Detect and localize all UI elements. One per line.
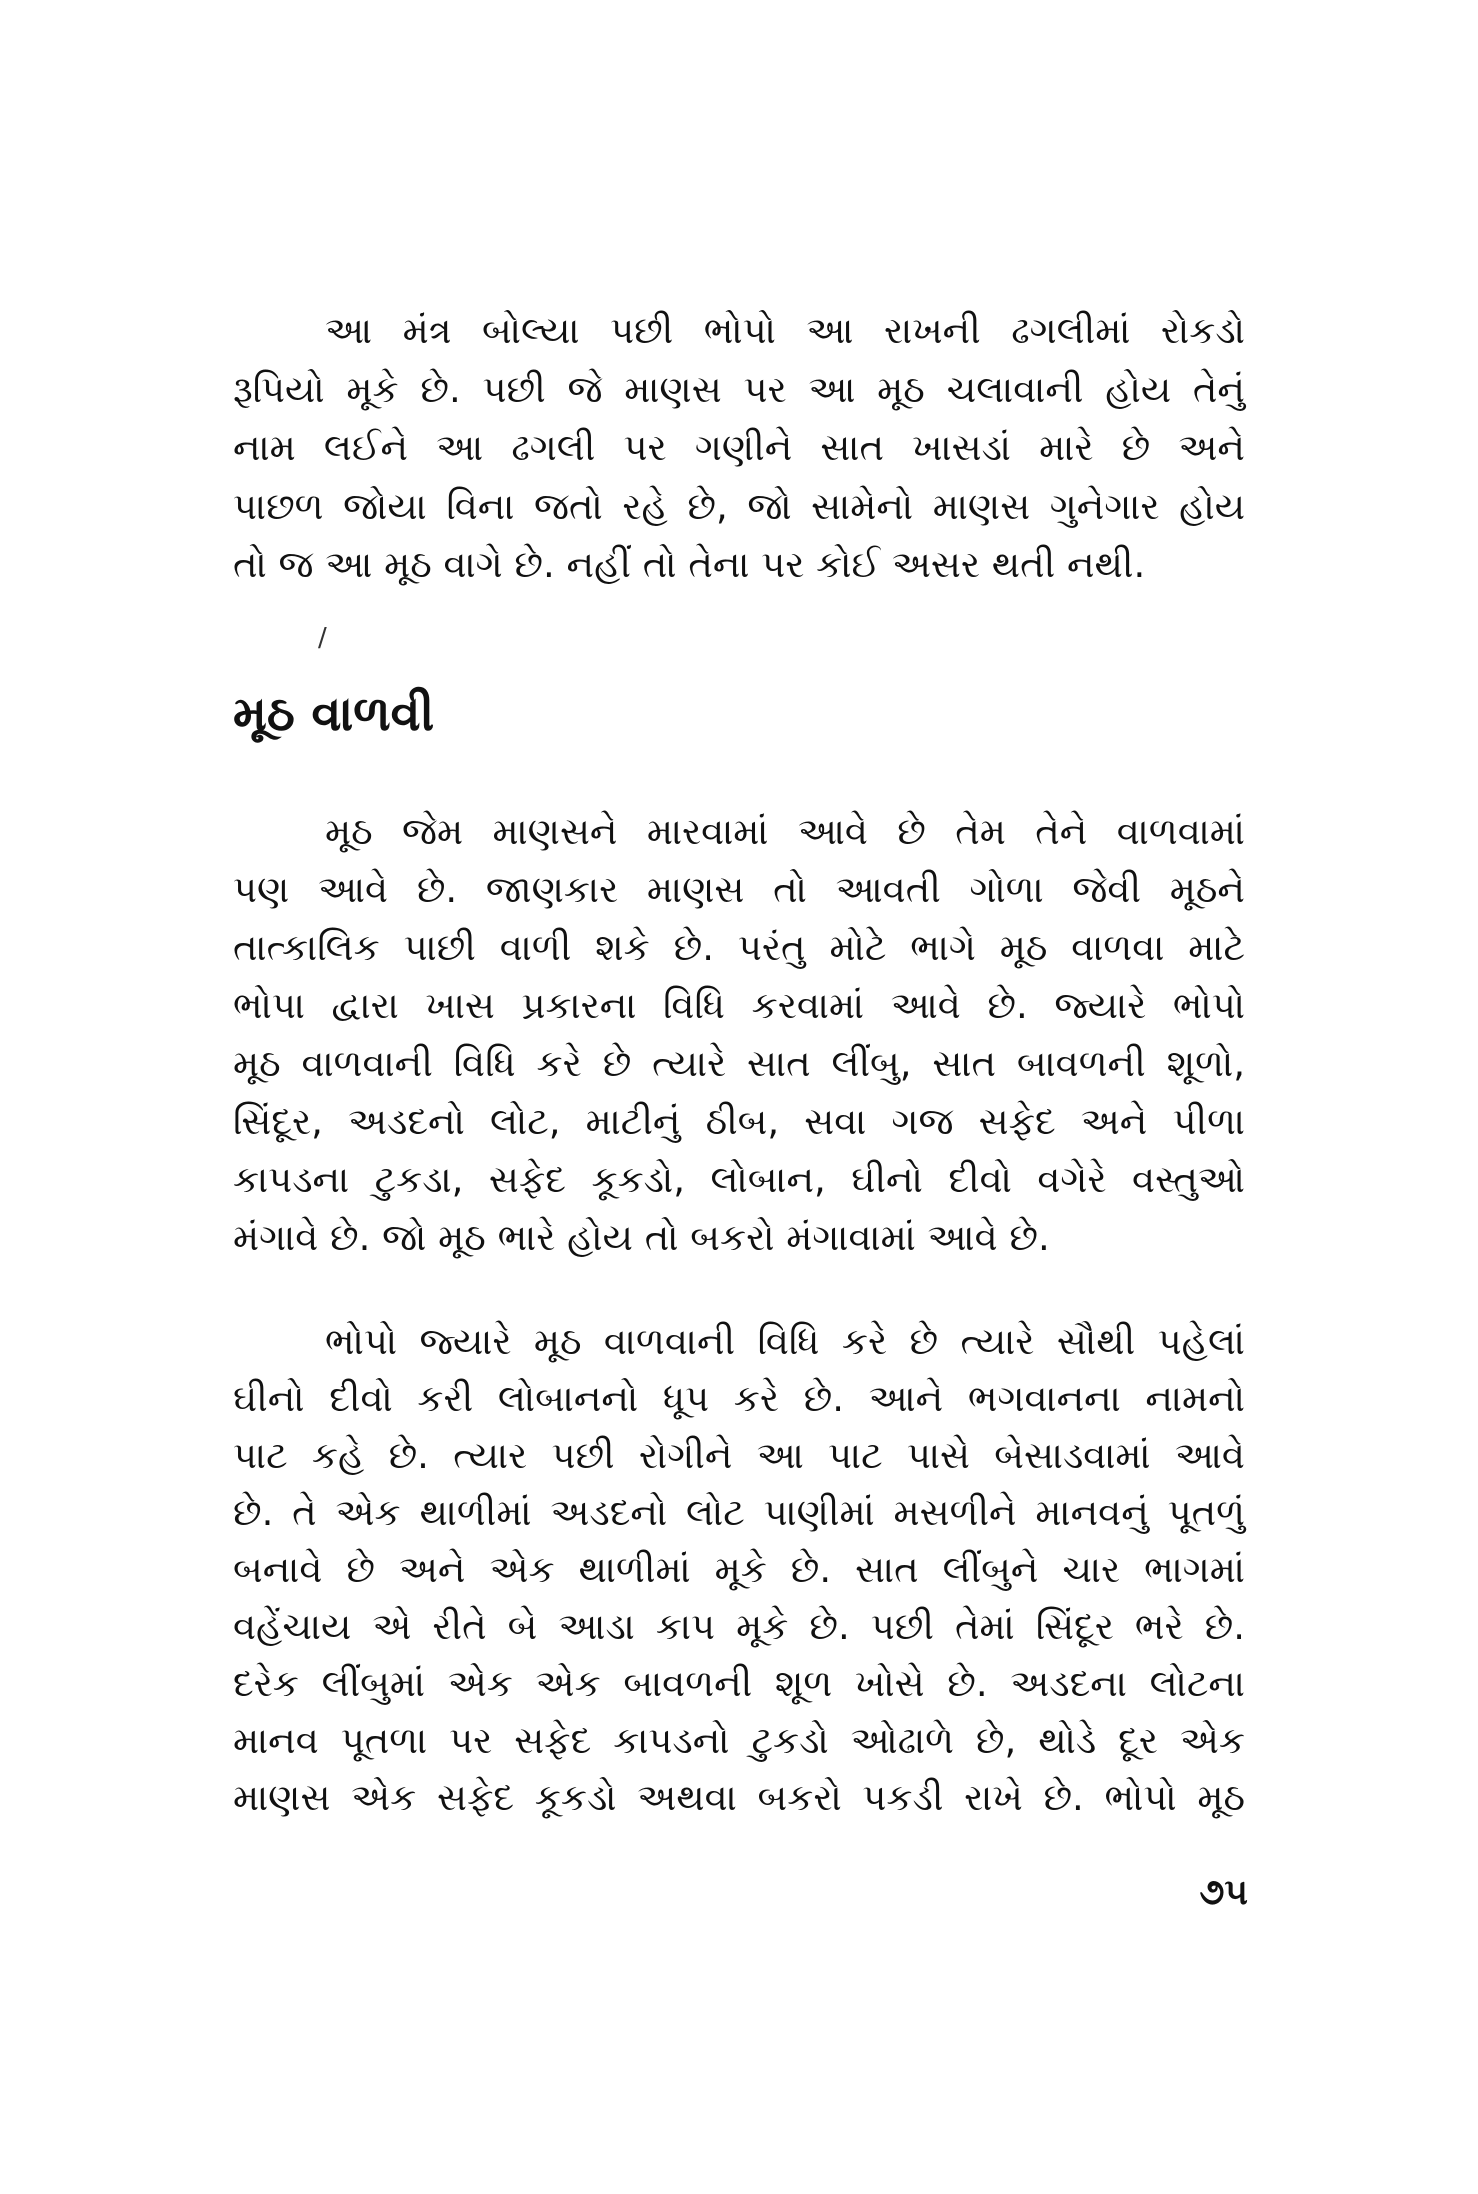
paragraph-line: કાપડના ટુકડા, સફેદ કૂકડો, લોબાન, ઘીનો દીવો વગેરે વસ્તુઓ — [233, 1158, 1245, 1201]
paragraph-line: રૂપિયો મૂકે છે. પછી જે માણસ પર આ મૂઠ ચલાવાની હોય તેનું — [233, 368, 1245, 411]
paragraph-line: પાછળ જોયા વિના જતો રહે છે, જો સામેનો માણસ ગુનેગાર હોય — [233, 485, 1245, 528]
paragraph-line: છે. તે એક થાળીમાં અડદનો લોટ પાણીમાં મસળીને માનવનું પૂતળું — [233, 1491, 1245, 1534]
paragraph-line: પણ આવે છે. જાણકાર માણસ તો આવતી ગોળા જેવી મૂઠને — [233, 868, 1245, 911]
paragraph-line: સિંદૂર, અડદનો લોટ, માટીનું ઠીબ, સવા ગજ સફેદ અને પીળા — [233, 1100, 1245, 1143]
paragraph-line: માનવ પૂતળા પર સફેદ કાપડનો ટુકડો ઓઢાળે છે, થોડે દૂર એક — [233, 1719, 1245, 1762]
paragraph-line: પાટ કહે છે. ત્યાર પછી રોગીને આ પાટ પાસે બેસાડવામાં આવે — [233, 1434, 1245, 1477]
paragraph-line: મૂઠ વાળવાની વિધિ કરે છે ત્યારે સાત લીંબુ, સાત બાવળની શૂળો, — [233, 1042, 1245, 1085]
paragraph-line: ભોપા દ્વારા ખાસ પ્રકારના વિધિ કરવામાં આવે છે. જ્યારે ભોપો — [233, 984, 1245, 1027]
paragraph-line: વહેંચાય એ રીતે બે આડા કાપ મૂકે છે. પછી તેમાં સિંદૂર ભરે છે. — [233, 1605, 1245, 1648]
paragraph-line: ઘીનો દીવો કરી લોબાનનો ધૂપ કરે છે. આને ભગવાનના નામનો — [233, 1377, 1245, 1420]
paragraph-line: આ મંત્ર બોલ્યા પછી ભોપો આ રાખની ઢગલીમાં રોકડો — [325, 309, 1245, 352]
paragraph-line: દરેક લીંબુમાં એક એક બાવળની શૂળ ખોસે છે. અડદના લોટના — [233, 1662, 1245, 1705]
paragraph-line: ભોપો જ્યારે મૂઠ વાળવાની વિધિ કરે છે ત્યારે સૌથી પહેલાં — [325, 1320, 1245, 1363]
paragraph-line: તો જ આ મૂઠ વાગે છે. નહીં તો તેના પર કોઈ અસર થતી નથી. — [233, 543, 1146, 586]
paragraph-line: તાત્કાલિક પાછી વાળી શકે છે. પરંતુ મોટે ભાગે મૂઠ વાળવા માટે — [233, 926, 1245, 969]
paragraph-line: મૂઠ જેમ માણસને મારવામાં આવે છે તેમ તેને વાળવામાં — [325, 810, 1245, 853]
paragraph-line: માણસ એક સફેદ કૂકડો અથવા બકરો પકડી રાખે છે. ભોપો મૂઠ — [233, 1776, 1245, 1819]
paragraph-line: નામ લઈને આ ઢગલી પર ગણીને સાત ખાસડાં મારે છે અને — [233, 426, 1245, 469]
paragraph-line: બનાવે છે અને એક થાળીમાં મૂકે છે. સાત લીંબુને ચાર ભાગમાં — [233, 1548, 1245, 1591]
page-number: ૭૫ — [1199, 1872, 1248, 1913]
section-heading: મૂઠ વાળવી — [233, 686, 435, 742]
paragraph-line: મંગાવે છે. જો મૂઠ ભારે હોય તો બકરો મંગાવામાં આવે છે. — [233, 1216, 1050, 1259]
stray-mark: / — [318, 623, 327, 653]
